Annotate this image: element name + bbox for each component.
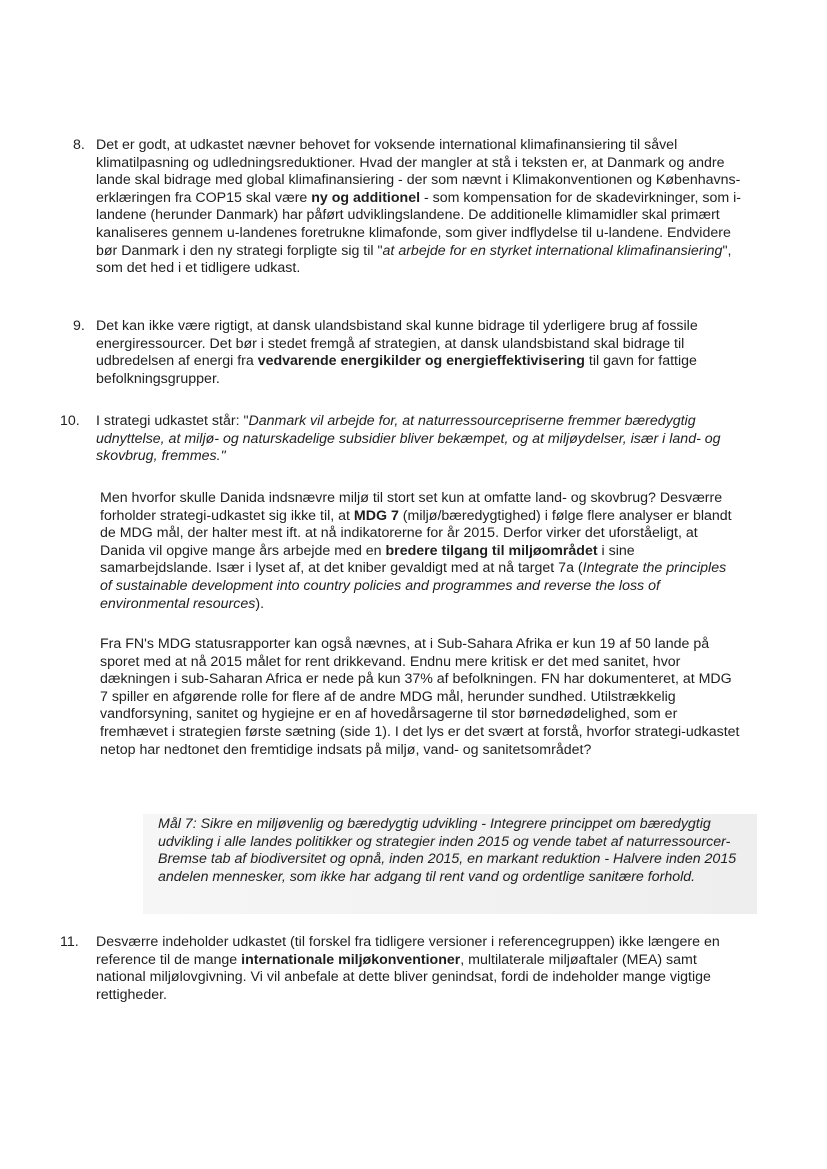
bold-text: bredere tilgang til miljøområdet <box>385 542 598 559</box>
item-number: 9. <box>73 318 85 334</box>
text-run: , multilaterale miljøaftaler (MEA) samt national miljølovgivning. Vi vil anbefale at dette bliver genindsat, fordi de indeholder mange vigtige rettigheder. <box>96 951 711 1003</box>
item-text <box>96 137 746 278</box>
bold-text: internationale miljøkonventioner <box>241 951 461 968</box>
item-text <box>96 318 746 388</box>
text-run: Det er godt, at udkastet nævner behovet for voksende international klimafinansiering til såvel klimatilpasning og udledningsreduktioner. Hvad der mangler at stå i teksten er, at Danmark og andre lande skal bidrage med global klimafinansiering - der som nævnt i Klimakonventionen og Københavns-erklæringen fra COP15 skal være <box>96 137 741 206</box>
text-run: - som kompensation for de skadevirkninger, som i-landene (herunder Danmark) har påført udviklingslandene. De additionelle klimamidler skal primært kanaliseres gennem u-landenes foretrukne klimafonde, som giver indflydelse til u-landene. Endvidere bør Danmark i den ny strategi forpligte sig til " <box>96 189 741 259</box>
text-run: Fra FN's MDG statusrapporter kan også nævnes, at i Sub-Sahara Afrika er kun 19 af 50 lande på sporet med at nå 2015 målet for rent drikkevand. Endnu mere kritisk er det med sanitet, hvor dækningen i sub-Saharan Africa er nede på kun 37% af befolkningen. FN har dokumenteret, at MDG 7 spiller en afgørende rolle for flere af de andre MDG mål, herunder sundhed. Utilstrækkelig vandforsyning, sanitet og hygiejne er en af hovedårsagerne til stor børnedødelighed, som er fremhævet i strategien første sætning (side 1). I det lys er det svært at forstå, hvorfor strategi-udkastet netop har nedtonet den fremtidige indsats på miljø, vand- og sanitetsområdet? <box>100 636 740 758</box>
item-number: 10. <box>60 413 80 429</box>
text-run: I strategi udkastet står: " <box>96 413 249 429</box>
item-number: 11. <box>60 934 79 950</box>
text-run: ", som det hed i et tidligere udkast. <box>96 242 732 277</box>
quote-text: Mål 7: Sikre en miljøvenlig og bæredygtig udvikling - Integrere princippet om bæredygtig udvikling i alle landes politikker og strategier inden 2015 og vende tabet af naturressourcer- Bremse tab af biodiversitet og opnå, inden 2015, en markant reduktion - Halvere inden 2015 andelen mennesker, som ikke har adgang til rent vand og ordentlige sanitære forhold. <box>158 816 737 885</box>
text-run: Desværre indeholder udkastet (til forskel fra tidligere versioner i referencegruppen) ikke længere en reference til de mange <box>96 934 720 968</box>
item-number: 8. <box>73 137 85 153</box>
text-run: Det kan ikke være rigtigt, at dansk ulandsbistand skal kunne bidrage til yderligere brug af fossile energiressourcer. Det bør i stedet fremgå af strategien, at dansk ulandsbistand skal bidrage til udbredelsen af energi fra <box>96 318 698 370</box>
text-run: ). <box>255 595 265 612</box>
text-run: (miljø/bæredygtighed) i følge flere analyser er blandt de MDG mål, der halter mest ift. at nå indikatorerne for år 2015. Derfor virker det uforståeligt, at Danida vil opgive mange års arbejde med en <box>100 507 732 559</box>
italic-text: Integrate the principles of sustainable development into country policies and programmes and reverse the loss of environmental resources <box>100 560 727 612</box>
italic-text: at arbejde for en styrket international klimafinansiering <box>382 242 723 259</box>
bold-text: MDG 7 <box>353 507 399 524</box>
bold-text: ny og additionel <box>311 189 421 206</box>
italic-text: Danmark vil arbejde for, at naturressourcepriserne fremmer bæredygtig udnyttelse, at miljø- og naturskadelige subsidier bliver bekæmpet, og at miljøydelser, især i land- og skovbrug, fremmes." <box>96 413 721 465</box>
text-run: Men hvorfor skulle Danida indsnævre miljø til stort set kun at omfatte land- og skovbrug? Desværre forholder strategi-udkastet sig ikke til, at <box>100 490 723 524</box>
item-text <box>96 413 746 466</box>
bold-text: vedvarende energikilder og energieffektivisering <box>257 353 585 370</box>
item-text <box>96 934 746 1004</box>
body-paragraph <box>100 636 740 759</box>
quote-box <box>143 814 757 914</box>
text-run: til gavn for fattige befolkningsgrupper. <box>96 353 697 387</box>
text-run: i sine samarbejdslande. Især i lyset af, at det kniber gevaldigt med at nå target 7a ( <box>100 542 635 577</box>
body-paragraph <box>100 490 740 613</box>
